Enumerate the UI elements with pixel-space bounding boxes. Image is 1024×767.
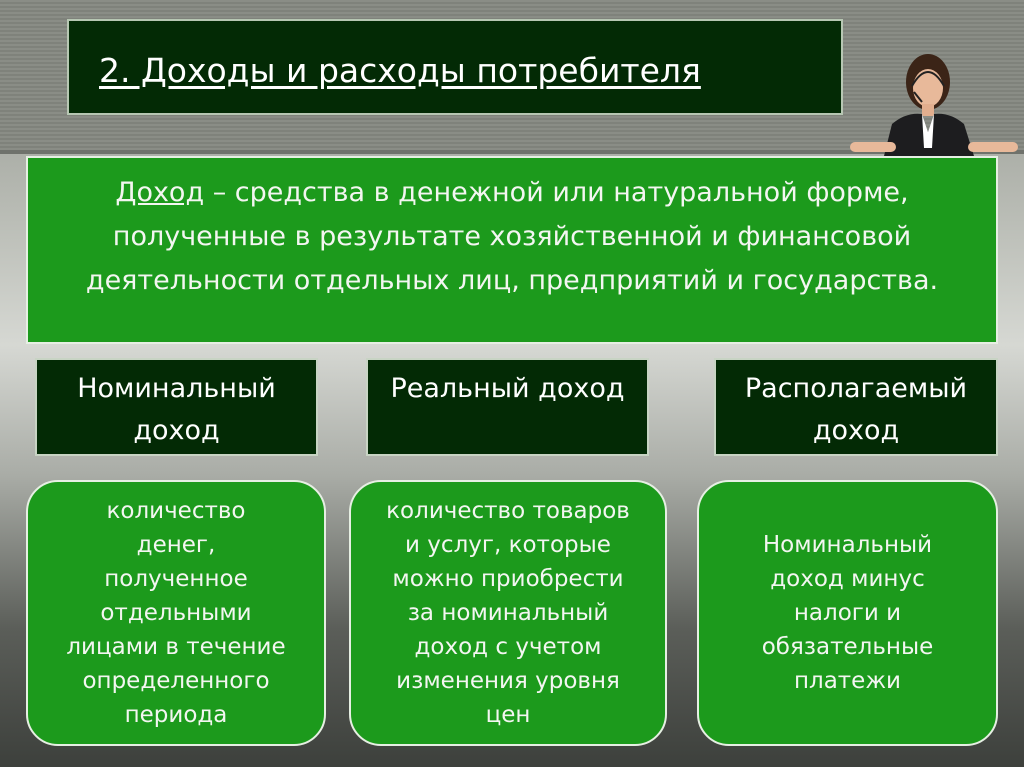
disposable-income-label: Располагаемый доход: [744, 373, 968, 446]
nominal-income-label: Номинальный доход: [77, 373, 276, 446]
page-title: 2. Доходы и расходы потребителя: [99, 51, 701, 90]
nominal-income-box: [35, 358, 318, 456]
real-income-description: количество товаров и услуг, которые можно приобрести за номинальный доход с учетом изменения уровня цен: [386, 498, 630, 728]
real-income-box: [366, 358, 649, 456]
nominal-income-description-box: [26, 480, 326, 746]
title-box: [67, 19, 843, 115]
disposable-income-description-box: [697, 480, 998, 746]
real-income-description-box: [349, 480, 667, 746]
disposable-income-box: [714, 358, 998, 456]
real-income-label: Реальный доход: [390, 373, 625, 404]
disposable-income-description: Номинальный доход минус налоги и обязательные платежи: [761, 532, 934, 694]
definition-box: [26, 156, 998, 344]
definition-text: – средства в денежной или натуральной форме, полученные в результате хозяйственной и финансовой деятельности отдельных лиц, предприятий и государства.: [85, 177, 939, 296]
presenter-illustration: [846, 52, 1022, 156]
nominal-income-description: количество денег, полученное отдельными лицами в течение определенного периода: [66, 498, 286, 728]
definition-term: Доход: [115, 177, 205, 208]
